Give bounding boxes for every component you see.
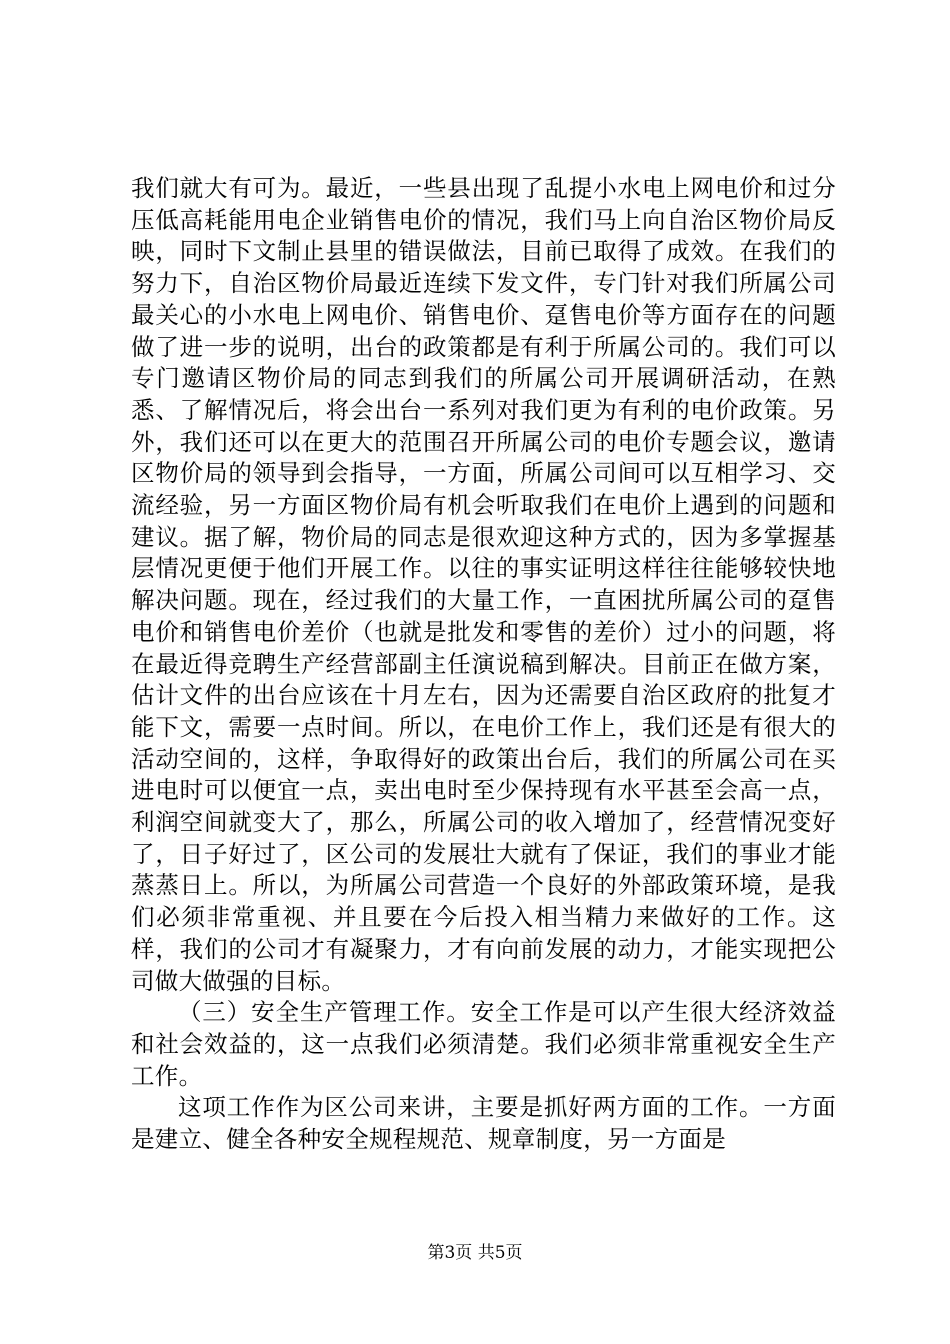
page-footer: 第3页 共5页 — [427, 1243, 523, 1263]
paragraph-continuation: 我们就大有可为。最近，一些县出现了乱提小水电上网电价和过分压低高耗能用电企业销售电价的情况，我们马上向自治区物价局反映，同时下文制止县里的错误做法，目前已取得了成效。在我们的努力下，自治区物价局最近连续下发文件，专门针对我们所属公司最关心的小水电上网电价、销售电价、趸售电价等方面存在的问题做了进一步的说明，出台的政策都是有利于所属公司的。我们可以专门邀请区物价局的同志到我们的所属公司开展调研活动，在熟悉、了解情况后，将会出台一系列对我们更为有利的电价政策。另外，我们还可以在更大的范围召开所属公司的电价专题会议，邀请区物价局的领导到会指导，一方面，所属公司间可以互相学习、交流经验，另一方面区物价局有机会听取我们在电价上遇到的问题和建议。据了解，物价局的同志是很欢迎这种方式的，因为多掌握基层情况更便于他们开展工作。以往的事实证明这样往往能够较快地解决问题。现在，经过我们的大量工作，一直困扰所属公司的趸售电价和销售电价差价（也就是批发和零售的差价）过小的问题，将在最近得竞聘生产经营部副主任演说稿到解决。目前正在做方案，估计文件的出台应该在十月左右，因为还需要自治区政府的批复才能下文，需要一点时间。所以，在电价工作上，我们还是有很大的活动空间的，这样，争取得好的政策出台后，我们的所属公司在买进电时可以便宜一点，卖出电时至少保持现有水平甚至会高一点，利润空间就变大了，那么，所属公司的收入增加了，经营情况变好了，日子好过了，区公司的发展壮大就有了保证，我们的事业才能蒸蒸日上。所以，为所属公司营造一个良好的外部政策环境，是我们必须非常重视、并且要在今后投入相当精力来做好的工作。这样，我们的公司才有凝聚力，才有向前发展的动力，才能实现把公司做大做强的目标。 — [131, 174, 836, 995]
paragraph-safety-heading: （三）安全生产管理工作。安全工作是可以产生很大经济效益和社会效益的，这一点我们必须清楚。我们必须非常重视安全生产工作。 — [131, 998, 836, 1090]
paragraph-safety-detail: 这项工作作为区公司来讲，主要是抓好两方面的工作。一方面是建立、健全各种安全规程规范、规章制度，另一方面是 — [131, 1093, 836, 1154]
body-text — [131, 173, 836, 1156]
